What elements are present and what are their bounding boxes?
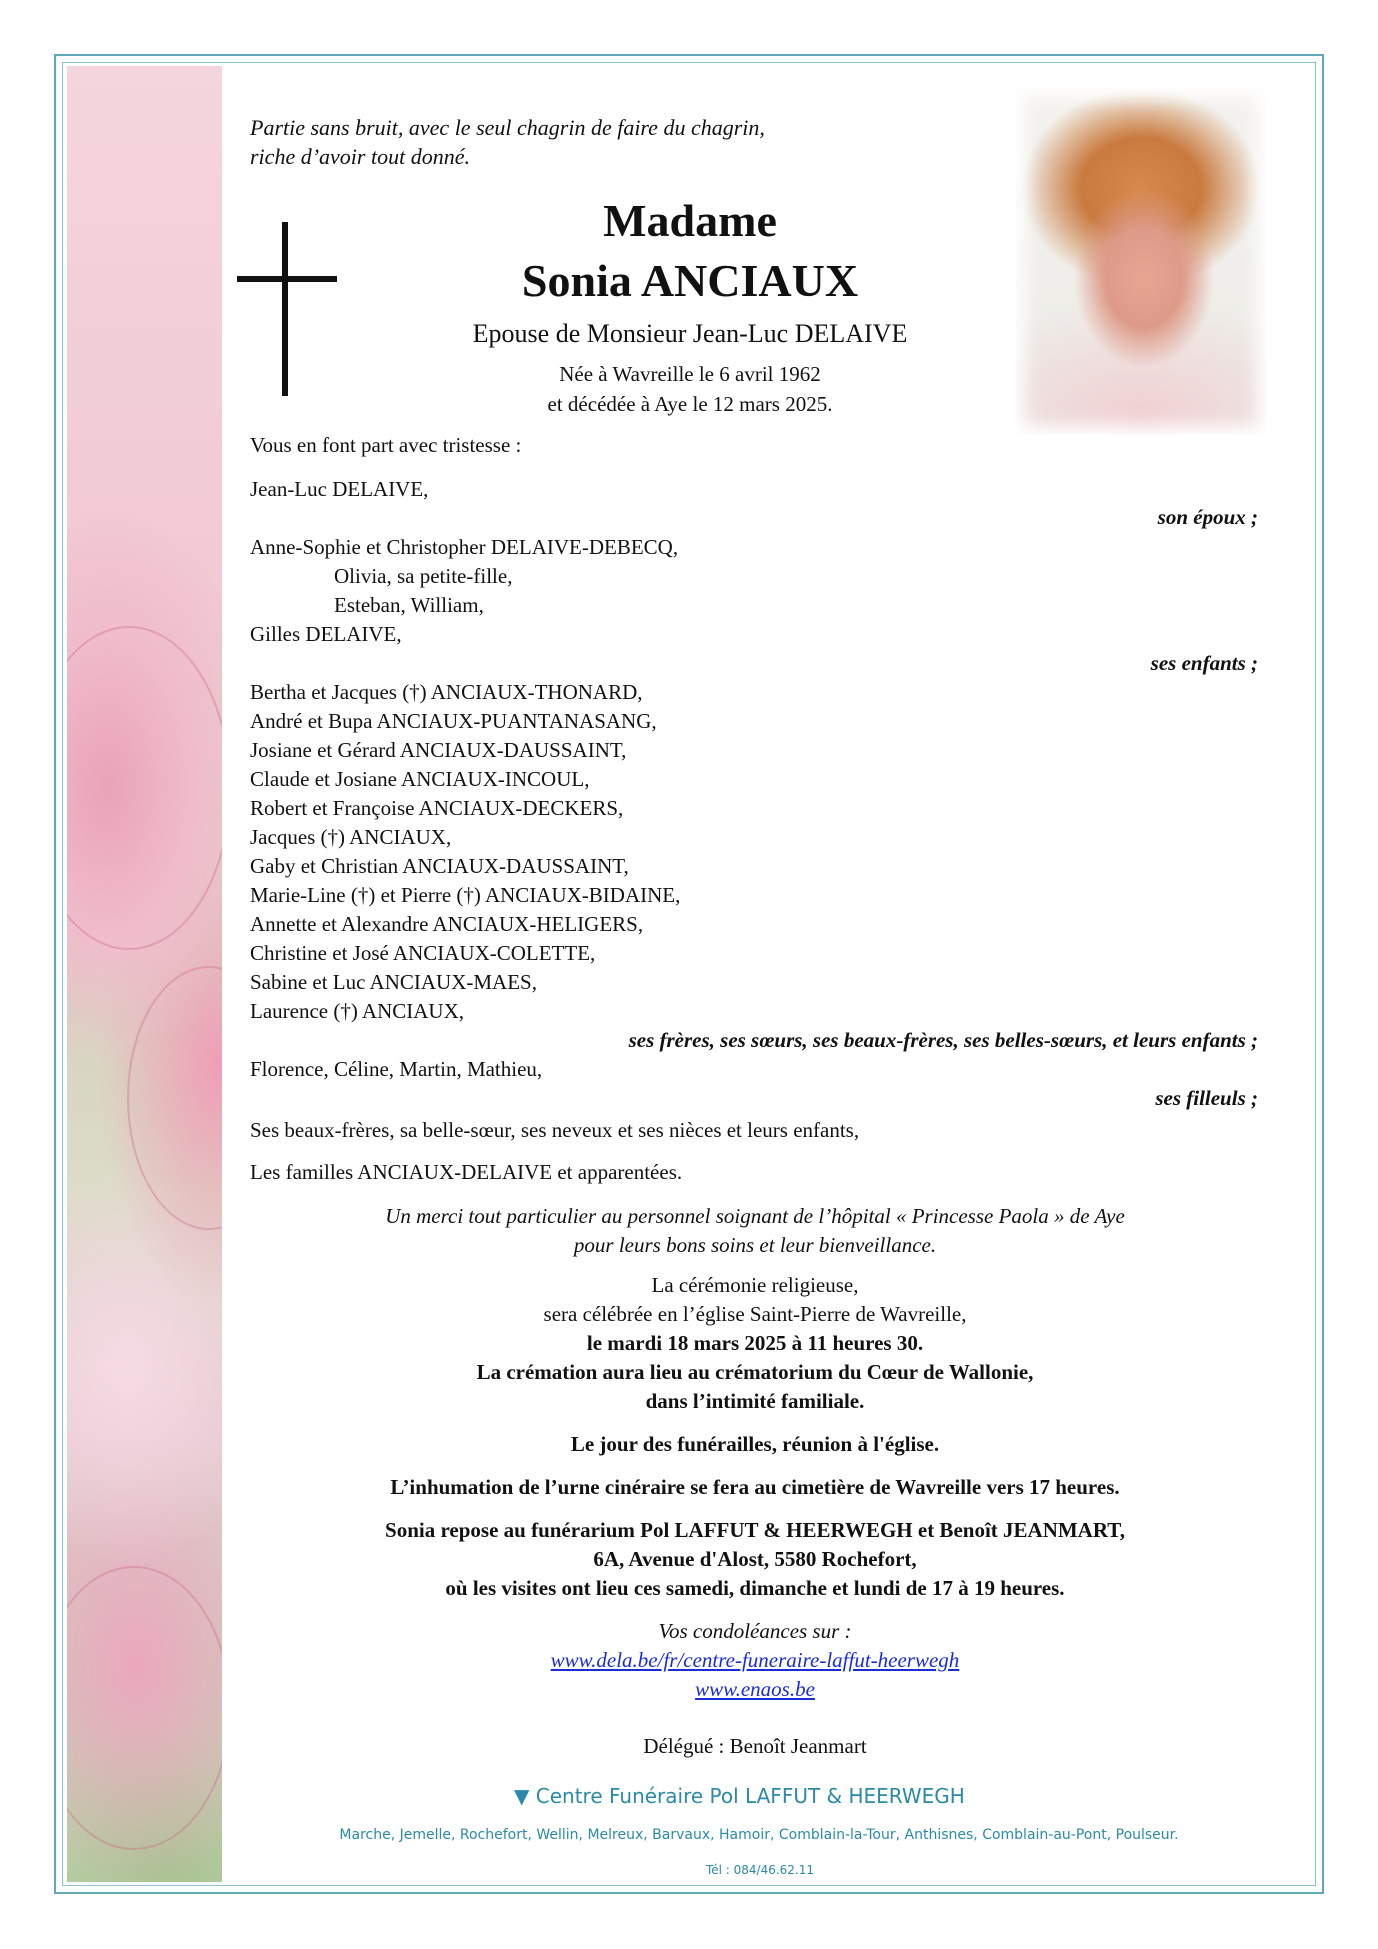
portrait-photo <box>1016 88 1266 434</box>
birth-line: Née à Wavreille le 6 avril 1962 <box>559 362 821 386</box>
triangle-down-icon: ▼ <box>514 1784 530 1808</box>
sibling-2: André et Bupa ANCIAUX-PUANTANASANG, <box>250 709 657 733</box>
families-line: Les familles ANCIAUX-DELAIVE et apparentées. <box>250 1160 683 1184</box>
condolences-link-dela[interactable]: www.dela.be/fr/centre-funeraire-laffut-heerwegh <box>550 1648 960 1672</box>
intro-text: Vous en font part avec tristesse : <box>250 433 522 457</box>
ceremony-line-1: La cérémonie religieuse, <box>651 1273 859 1297</box>
flower-decoration <box>67 66 222 1882</box>
visits-line: où les visites ont lieu ces samedi, dimanche et lundi de 17 à 19 heures. <box>445 1576 1065 1600</box>
sibling-11: Sabine et Luc ANCIAUX-MAES, <box>250 970 537 994</box>
spouse-name: Jean-Luc DELAIVE, <box>250 477 429 501</box>
repose-line: Sonia repose au funérarium Pol LAFFUT & HEERWEGH et Benoît JEANMART, <box>385 1518 1125 1542</box>
cremation-line: La crémation aura lieu au crématorium du Cœur de Wallonie, <box>476 1360 1034 1384</box>
godchildren-role: ses filleuls ; <box>1155 1086 1258 1110</box>
spouse-role: son époux ; <box>1157 505 1258 529</box>
grandchildren-line: Esteban, William, <box>334 593 484 617</box>
address-line: 6A, Avenue d'Alost, 5580 Rochefort, <box>593 1547 917 1571</box>
sibling-5: Robert et Françoise ANCIAUX-DECKERS, <box>250 796 624 820</box>
cross-icon <box>282 222 288 396</box>
children-role: ses enfants ; <box>1150 651 1258 675</box>
epigraph-line-2: riche d’avoir tout donné. <box>250 144 470 169</box>
sibling-10: Christine et José ANCIAUX-COLETTE, <box>250 941 596 965</box>
condolences-link-enaos[interactable]: www.enaos.be <box>695 1677 815 1701</box>
other-relatives: Ses beaux-frères, sa belle-sœur, ses neveux et ses nièces et leurs enfants, <box>250 1118 860 1142</box>
godchildren-names: Florence, Céline, Martin, Mathieu, <box>250 1057 543 1081</box>
spouse-line: Epouse de Monsieur Jean-Luc DELAIVE <box>472 319 908 348</box>
footer-locations: Marche, Jemelle, Rochefort, Wellin, Melreux, Barvaux, Hamoir, Comblain-la-Tour, Anthisnes, Comblain-au-Pont, Poulseur. <box>339 1827 1179 1843</box>
meeting-line: Le jour des funérailles, réunion à l'église. <box>570 1432 940 1456</box>
cross-icon-bar <box>237 276 337 282</box>
delegate-line: Délégué : Benoît Jeanmart <box>643 1734 867 1758</box>
sibling-6: Jacques (†) ANCIAUX, <box>250 825 452 849</box>
burial-line: L’inhumation de l’urne cinéraire se fera au cimetière de Wavreille vers 17 heures. <box>390 1475 1120 1499</box>
ceremony-line-2: sera célébrée en l’église Saint-Pierre de Wavreille, <box>543 1302 967 1326</box>
ceremony-date: le mardi 18 mars 2025 à 11 heures 30. <box>586 1331 924 1355</box>
honorific-title: Madame <box>603 195 777 246</box>
deceased-name: Sonia ANCIAUX <box>521 255 859 306</box>
epigraph-line-1: Partie sans bruit, avec le seul chagrin de faire du chagrin, <box>250 115 765 140</box>
sibling-7: Gaby et Christian ANCIAUX-DAUSSAINT, <box>250 854 629 878</box>
thanks-line-1: Un merci tout particulier au personnel soignant de l’hôpital « Princesse Paola » de Aye <box>385 1204 1125 1228</box>
intimacy-line: dans l’intimité familiale. <box>645 1389 865 1413</box>
sibling-8: Marie-Line (†) et Pierre (†) ANCIAUX-BIDAINE, <box>250 883 681 907</box>
condolences-label: Vos condoléances sur : <box>658 1619 852 1643</box>
footer-phone: Tél : 084/46.62.11 <box>705 1863 815 1877</box>
sibling-1: Bertha et Jacques (†) ANCIAUX-THONARD, <box>250 680 643 704</box>
sibling-12: Laurence (†) ANCIAUX, <box>250 999 465 1023</box>
thanks-line-2: pour leurs bons soins et leur bienveillance. <box>573 1233 937 1257</box>
grandchild-line: Olivia, sa petite-fille, <box>334 564 513 588</box>
footer-company-name: Centre Funéraire Pol LAFFUT & HEERWEGH <box>535 1784 965 1808</box>
sibling-4: Claude et Josiane ANCIAUX-INCOUL, <box>250 767 590 791</box>
death-line: et décédée à Aye le 12 mars 2025. <box>547 392 833 416</box>
siblings-role: ses frères, ses sœurs, ses beaux-frères, ses belles-sœurs, et leurs enfants ; <box>628 1028 1258 1052</box>
child-1: Anne-Sophie et Christopher DELAIVE-DEBECQ, <box>250 535 679 559</box>
footer-company <box>514 1782 965 1810</box>
sibling-9: Annette et Alexandre ANCIAUX-HELIGERS, <box>250 912 644 936</box>
child-2: Gilles DELAIVE, <box>250 622 402 646</box>
sibling-3: Josiane et Gérard ANCIAUX-DAUSSAINT, <box>250 738 627 762</box>
